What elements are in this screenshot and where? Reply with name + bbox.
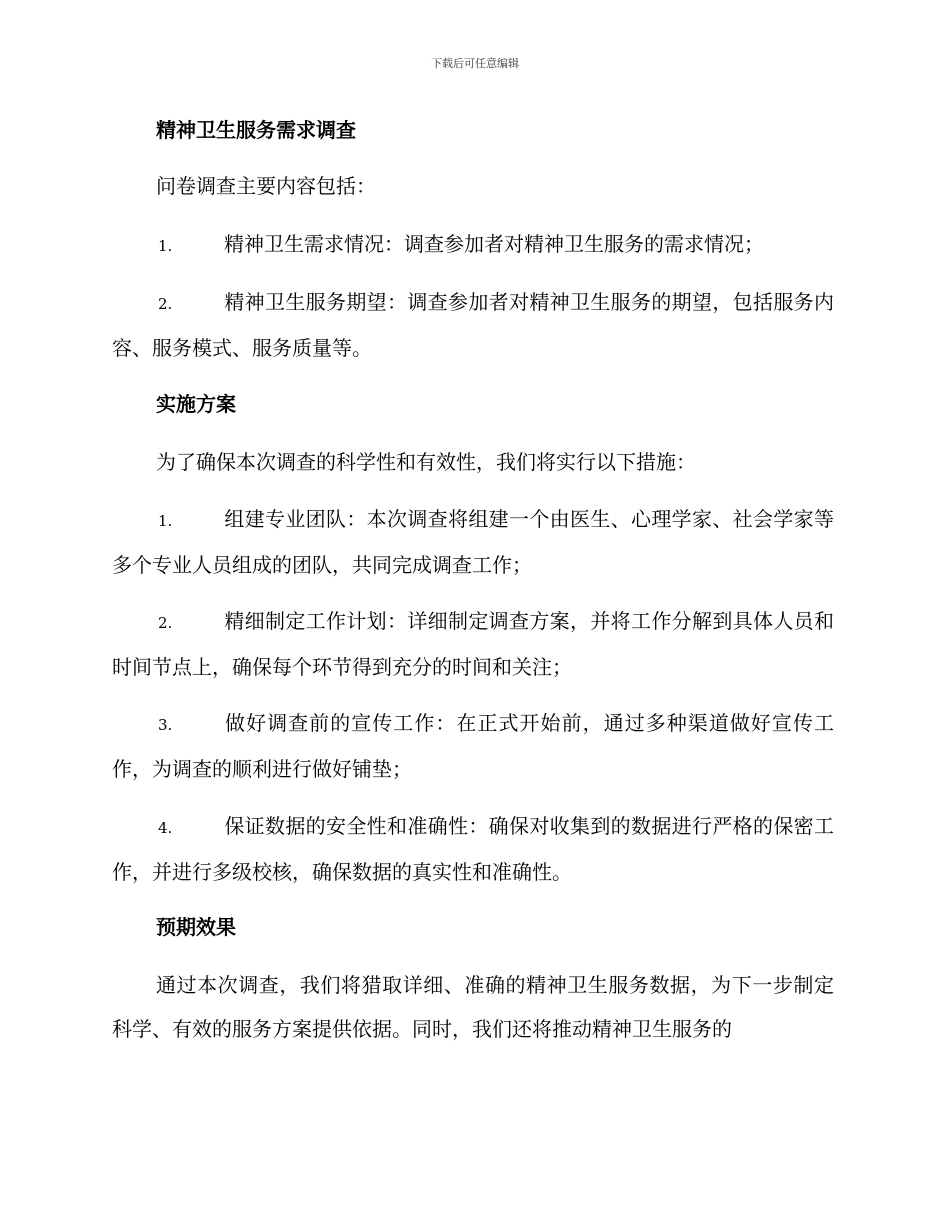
expected-results-paragraph: 通过本次调查，我们将猎取详细、准确的精神卫生服务数据，为下一步制定科学、有效的服务方案提供依据。同时，我们还将推动精神卫生服务的 bbox=[112, 973, 834, 1041]
section-title-implementation: 实施方案 bbox=[156, 392, 236, 416]
section-title-expected-results: 预期效果 bbox=[156, 915, 236, 939]
implementation-item-1 bbox=[112, 497, 834, 587]
list-number: 1. bbox=[158, 237, 173, 255]
list-item-text: 精细制定工作计划：详细制定调查方案，并将工作分解到具体人员和时间节点上，确保每个环节得到充分的时间和关注； bbox=[112, 609, 834, 679]
list-item-text: 做好调查前的宣传工作：在正式开始前，通过多种渠道做好宣传工作，为调查的顺利进行做好铺垫； bbox=[112, 711, 834, 781]
survey-item-2 bbox=[112, 280, 834, 370]
implementation-intro-paragraph: 为了确保本次调查的科学性和有效性，我们将实行以下措施： bbox=[156, 450, 696, 474]
list-item-text: 精神卫生服务期望：调查参加者对精神卫生服务的期望，包括服务内容、服务模式、服务质量等。 bbox=[112, 290, 834, 360]
survey-item-1 bbox=[112, 222, 834, 268]
implementation-item-3 bbox=[112, 701, 834, 791]
list-item-text: 精神卫生需求情况：调查参加者对精神卫生服务的需求情况； bbox=[224, 232, 764, 256]
page-header-note: 下载后可任意编辑 bbox=[431, 57, 519, 70]
list-number: 2. bbox=[158, 295, 173, 313]
implementation-item-4 bbox=[112, 804, 834, 894]
list-item-text: 组建专业团队：本次调查将组建一个由医生、心理学家、社会学家等多个专业人员组成的团队，共同完成调查工作； bbox=[112, 507, 834, 577]
section-title-survey: 精神卫生服务需求调查 bbox=[156, 118, 356, 142]
implementation-item-2 bbox=[112, 599, 834, 689]
list-item-text: 保证数据的安全性和准确性：确保对收集到的数据进行严格的保密工作，并进行多级校核，确保数据的真实性和准确性。 bbox=[112, 814, 834, 884]
list-number: 3. bbox=[158, 716, 173, 734]
list-number: 2. bbox=[158, 614, 173, 632]
survey-intro-paragraph: 问卷调查主要内容包括： bbox=[156, 174, 376, 198]
list-number: 4. bbox=[158, 819, 173, 837]
list-number: 1. bbox=[158, 512, 173, 530]
